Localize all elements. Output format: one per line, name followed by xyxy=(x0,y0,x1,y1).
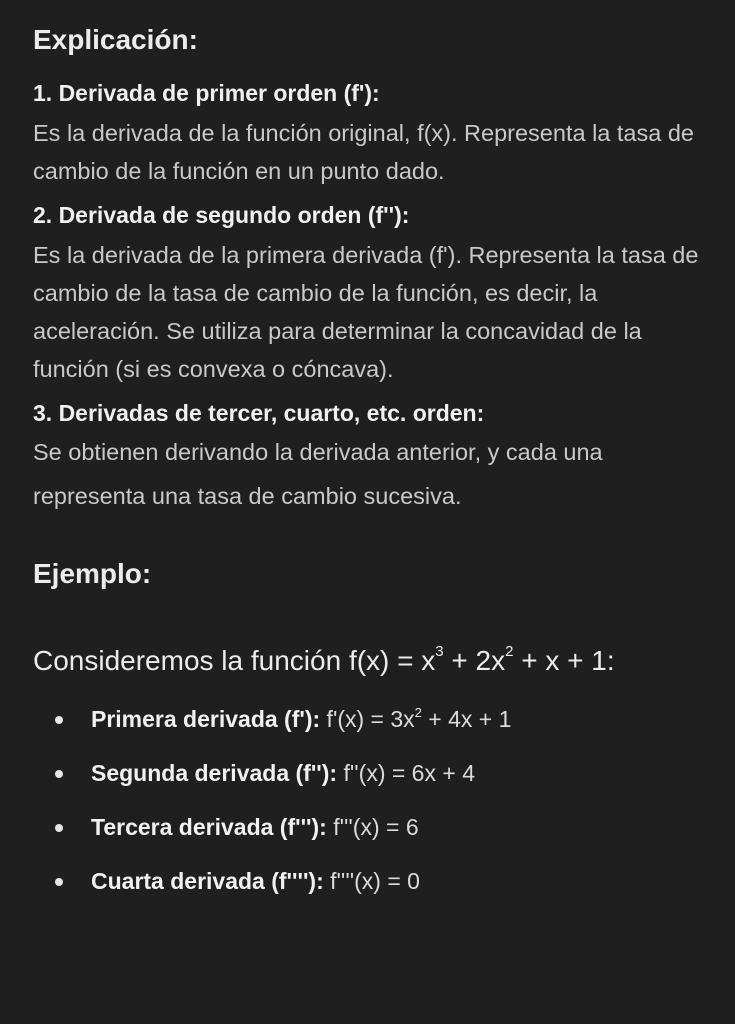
derivative-label: Cuarta derivada (f''''): xyxy=(91,868,324,894)
derivative-formula-rest: + 4x + 1 xyxy=(421,706,512,732)
derivatives-list xyxy=(33,704,713,920)
explicacion-item-1 xyxy=(33,78,713,190)
list-item xyxy=(55,704,713,758)
bullet-icon xyxy=(55,770,63,778)
exponent: 2 xyxy=(414,705,422,720)
ejemplo-heading: Ejemplo: xyxy=(33,558,152,589)
item-text: Se obtienen derivando la derivada anterior, y cada una representa una tasa de cambio sucesiva. xyxy=(33,439,603,509)
list-item xyxy=(55,812,713,866)
intro-text: + 2x xyxy=(443,645,506,676)
item-title: 1. Derivada de primer orden (f'): xyxy=(33,80,380,106)
bullet-icon xyxy=(55,824,63,832)
intro-text: Consideremos la función f(x) = x xyxy=(33,645,436,676)
derivative-label: Tercera derivada (f'''): xyxy=(91,814,327,840)
list-item xyxy=(55,866,713,920)
response-content xyxy=(33,22,713,920)
explicacion-item-2 xyxy=(33,200,713,388)
derivative-formula: f'(x) = 3x xyxy=(320,706,415,732)
explicacion-item-3 xyxy=(33,398,713,518)
bullet-icon xyxy=(55,878,63,886)
item-text: Es la derivada de la primera derivada (f'). Representa la tasa de cambio de la tasa de cambio de la función, es decir, la aceleración. Se utiliza para determinar la concavidad de la función (si es convexa o cóncava). xyxy=(33,242,699,382)
exponent: 3 xyxy=(435,643,444,660)
item-title: 3. Derivadas de tercer, cuarto, etc. orden: xyxy=(33,400,485,426)
item-text: Es la derivada de la función original, f(x). Representa la tasa de cambio de la función en un punto dado. xyxy=(33,120,694,184)
derivative-formula: f'''(x) = 6 xyxy=(326,814,419,840)
list-item xyxy=(55,758,713,812)
item-title: 2. Derivada de segundo orden (f''): xyxy=(33,202,410,228)
explicacion-heading: Explicación: xyxy=(33,24,198,55)
intro-text: + x + 1: xyxy=(513,645,615,676)
exponent: 2 xyxy=(505,643,514,660)
derivative-formula: f''''(x) = 0 xyxy=(323,868,420,894)
example-intro xyxy=(33,636,713,686)
bullet-icon xyxy=(55,716,63,724)
derivative-formula: f''(x) = 6x + 4 xyxy=(337,760,475,786)
derivative-label: Primera derivada (f'): xyxy=(91,706,321,732)
derivative-label: Segunda derivada (f''): xyxy=(91,760,338,786)
